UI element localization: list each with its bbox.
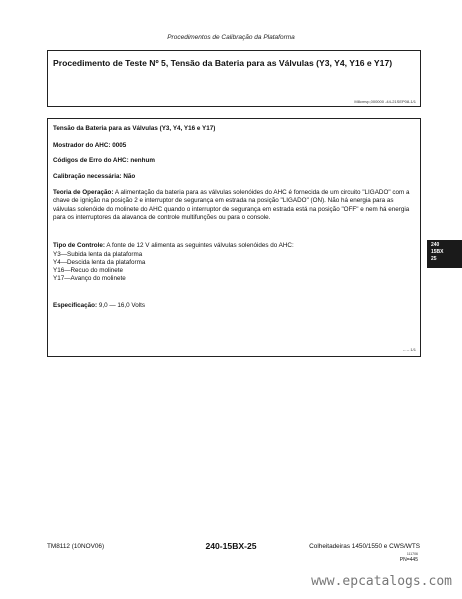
calibration-required: Calibração necessária: Não xyxy=(53,173,136,180)
procedure-title: Procedimento de Teste Nº 5, Tensão da Bateria para as Válvulas (Y3, Y4, Y16 e Y17) xyxy=(53,58,393,68)
side-tab-line: 15BX xyxy=(431,249,444,255)
spec-label: Especificação: xyxy=(53,302,98,309)
procedure-content-box xyxy=(47,118,421,357)
control-paragraph xyxy=(53,242,414,250)
footer-pn: PN=445 xyxy=(399,557,418,563)
watermark-text: www.epcatalogs.com xyxy=(311,574,452,589)
footer-date-code: 111706 xyxy=(406,552,418,556)
footer-product-name: Colheitadeiras 1450/1550 e CWS/WTS xyxy=(309,543,420,550)
procedure-title-box xyxy=(47,50,421,107)
title-ref-code: M8cmvp,000000 -44-21SEP08-1/1 xyxy=(354,99,416,104)
section-header: Procedimentos de Calibração da Plataforma xyxy=(167,34,295,41)
ahc-error-codes: Códigos de Erro do AHC: nenhum xyxy=(53,157,155,164)
footer-manual-id: TM8112 (10NOV06) xyxy=(47,543,105,550)
footer-page-number: 240-15BX-25 xyxy=(205,541,257,551)
control-label: Tipo de Controle: xyxy=(53,242,106,249)
ahc-display: Mostrador do AHC: 0005 xyxy=(53,142,127,149)
side-tab-line: 240 xyxy=(431,242,440,248)
control-text: A fonte de 12 V alimenta as seguintes válvulas solenóides do AHC: xyxy=(106,242,294,249)
spec-value: 9,0 — 16,0 Volts xyxy=(98,302,146,309)
theory-label: Teoria de Operação: xyxy=(53,189,114,196)
section-side-tab xyxy=(427,240,462,268)
content-ref-code: -- -- 1/1 xyxy=(402,346,416,352)
side-tab-line: 25 xyxy=(431,256,437,262)
content-heading: Tensão da Bateria para as Válvulas (Y3, Y4, Y16 e Y17) xyxy=(53,125,216,132)
valve-list-item: Y17—Avanço do molinete xyxy=(53,275,126,283)
specification xyxy=(53,302,414,310)
theory-paragraph xyxy=(53,189,414,222)
valve-list-item: Y4—Descida lenta da plataforma xyxy=(53,258,146,266)
valve-list-item: Y3—Subida lenta da plataforma xyxy=(53,250,143,258)
theory-text: A alimentação da bateria para as válvulas solenóides do AHC é fornecida de um circuito "LIGADO" com a chave de ignição na posição 2 e interruptor de segurança em estrada na posição "LIGADO" (ON). Não há energia para as válvulas solenóide do molinete do AHC quando o interruptor de segurança em estrada está na posição "OFF" e nem há energia para os interruptores da alavanca de controle multifunções ou para o console. xyxy=(53,189,410,221)
valve-list-item: Y16—Recuo do molinete xyxy=(53,267,124,275)
